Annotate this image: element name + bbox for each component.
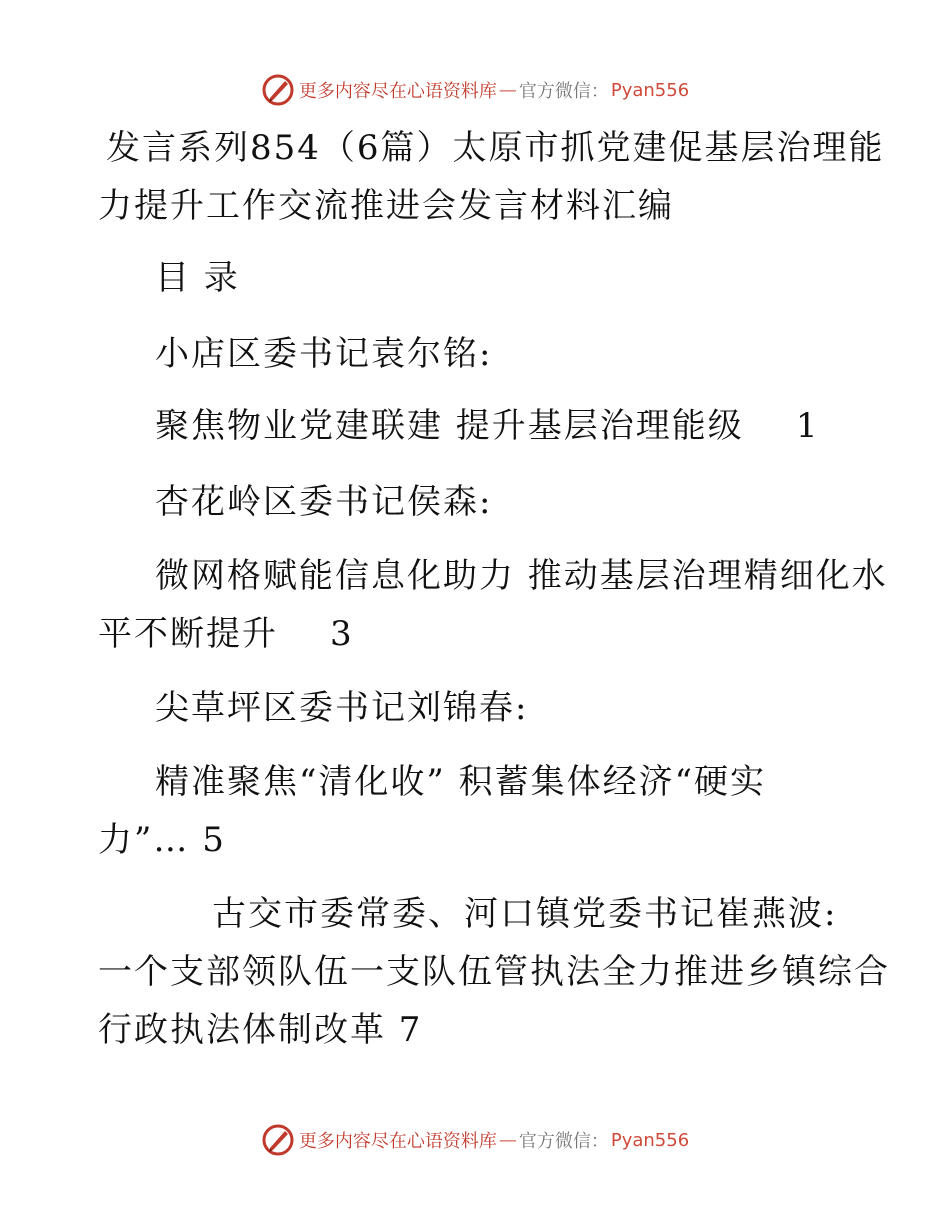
toc-entry-3-line-1: 精准聚焦“清化收” 积蓄集体经济“硬实 — [155, 762, 766, 802]
banner-wechat-id: Pyan556 — [610, 79, 690, 101]
document-title-line-1: 发言系列854（6篇）太原市抓党建促基层治理能 — [106, 128, 885, 168]
toc-speaker-3: 尖草坪区委书记刘锦春: — [155, 688, 529, 728]
banner-brand-text: 更多内容尽在心语资料库 — [298, 81, 497, 102]
toc-entry-4-line-2: 行政执法体制改革 7 — [98, 1010, 423, 1050]
header-banner — [0, 70, 950, 110]
banner-wechat-label: 官方微信： — [518, 1131, 609, 1152]
brand-logo-icon — [261, 1123, 295, 1157]
banner-brand-text: 更多内容尽在心语资料库 — [298, 1131, 497, 1152]
toc-entry-page: 3 — [330, 614, 354, 654]
banner-wechat-id: Pyan556 — [610, 1129, 690, 1151]
banner-separator: — — [498, 79, 517, 101]
banner-separator: — — [498, 1129, 517, 1151]
toc-speaker-4: 古交市委常委、河口镇党委书记崔燕波: — [212, 894, 838, 934]
toc-entry-3-line-2: 力”… 5 — [98, 820, 226, 860]
toc-entry-page: 1 — [795, 406, 820, 446]
toc-entry-4-line-1: 一个支部领队伍一支队伍管执法全力推进乡镇综合 — [98, 952, 890, 992]
toc-entry-2-line-2 — [98, 614, 354, 654]
toc-entry-1 — [155, 406, 819, 446]
footer-banner — [0, 1120, 950, 1160]
toc-heading: 目 录 — [155, 258, 240, 298]
brand-logo-icon — [261, 73, 295, 107]
banner-wechat-label: 官方微信： — [518, 81, 609, 102]
toc-speaker-2: 杏花岭区委书记侯森: — [155, 482, 493, 522]
document-title-line-2: 力提升工作交流推进会发言材料汇编 — [98, 186, 674, 226]
toc-entry-2-line-1: 微网格赋能信息化助力 推动基层治理精细化水 — [155, 556, 888, 596]
toc-entry-title: 聚焦物业党建联建 提升基层治理能级 — [155, 406, 744, 446]
toc-entry-title: 平不断提升 — [98, 614, 278, 654]
toc-speaker-1: 小店区委书记袁尔铭: — [155, 334, 493, 374]
